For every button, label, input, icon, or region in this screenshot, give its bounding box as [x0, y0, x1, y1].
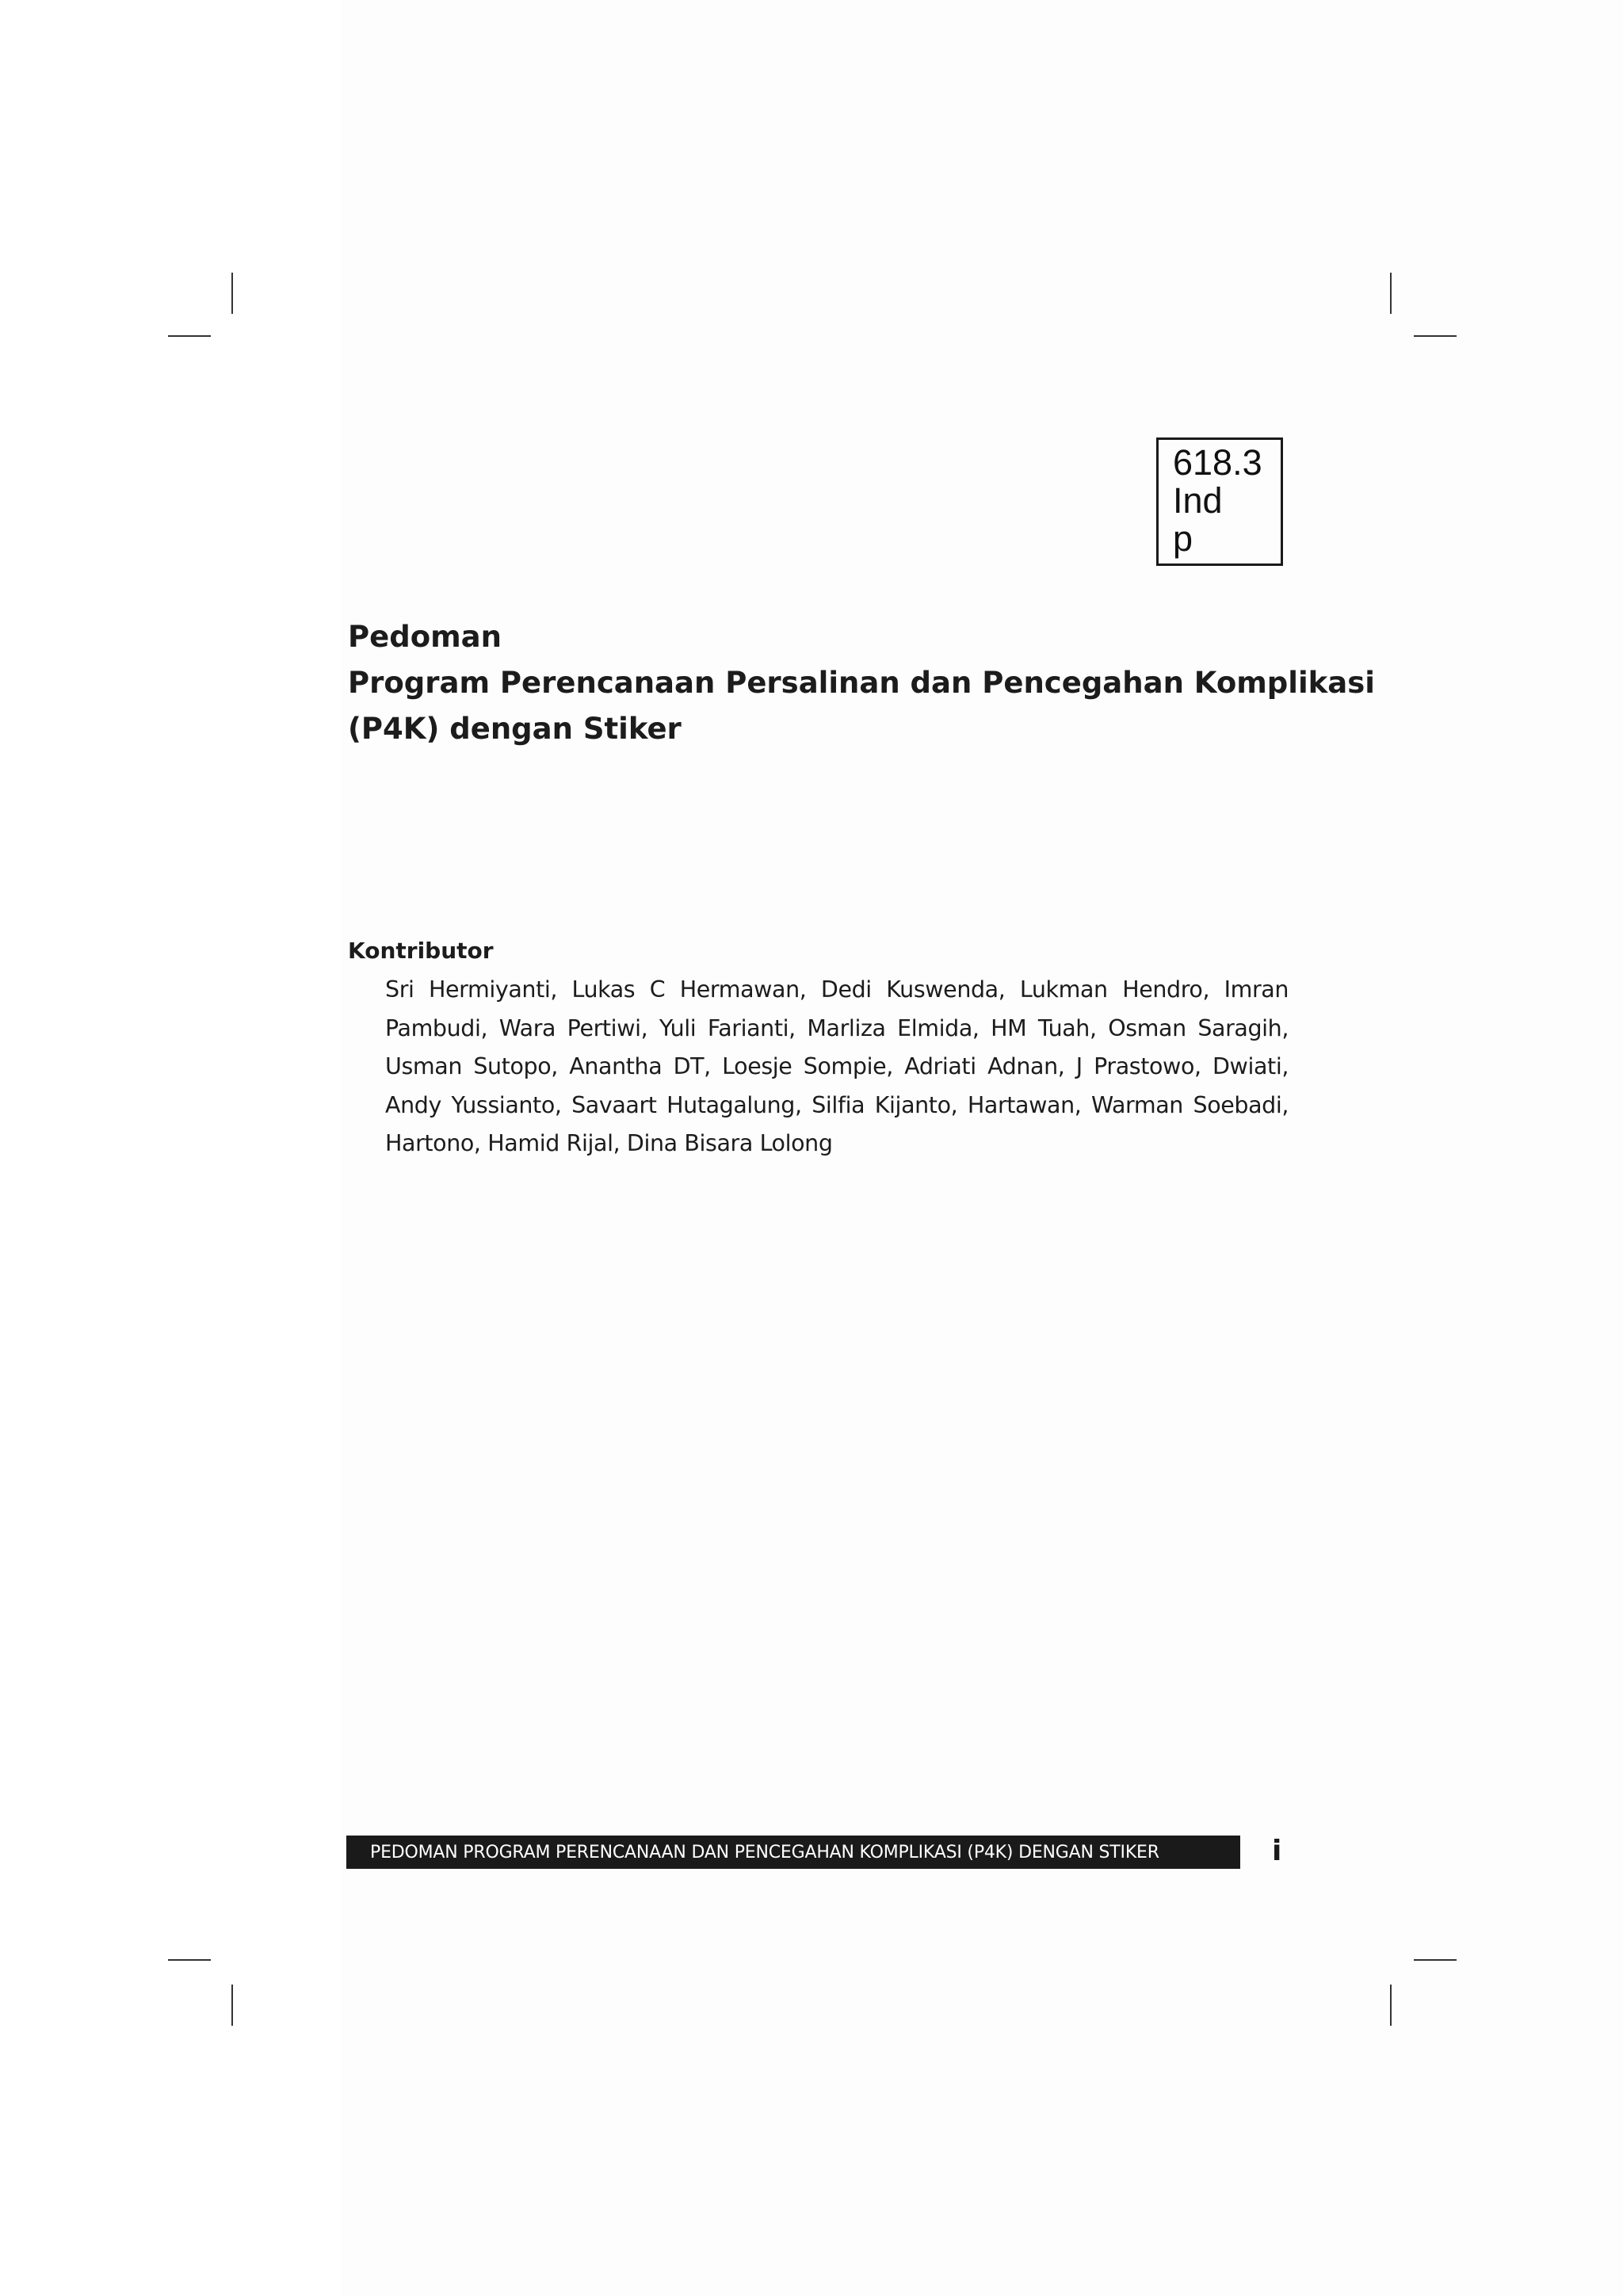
contributors-list: Sri Hermiyanti, Lukas C Hermawan, Dedi Kuswenda, Lukman Hendro, Imran Pambudi, Wara Pertiwi, Yuli Farianti, Marliza Elmida, HM Tuah, Osman Saragih, Usman Sutopo, Anantha DT, Loesje Sompie, Adriati Adnan, J Prastowo, Dwiati, Andy Yussianto, Savaart Hutagalung, Silfia Kijanto, Hartawan, Warman Soebadi, Hartono, Hamid Rijal, Dina Bisara Lolong	[385, 976, 1289, 1156]
crop-mark-bottom-right-horizontal	[1414, 1959, 1457, 1961]
call-number-box	[1156, 437, 1283, 566]
document-title	[348, 614, 1375, 752]
crop-mark-bottom-left-horizontal	[168, 1959, 211, 1961]
crop-mark-bottom-right-vertical	[1390, 1985, 1392, 2026]
crop-mark-top-left-horizontal	[168, 335, 211, 337]
call-number-line-3: p	[1173, 518, 1193, 559]
crop-mark-bottom-left-vertical	[231, 1985, 233, 2026]
crop-mark-top-right-vertical	[1390, 273, 1392, 314]
call-number-line-2: Ind	[1173, 480, 1223, 521]
running-footer-bar	[346, 1836, 1240, 1869]
title-line-2: Program Perencanaan Persalinan dan Pencegahan Komplikasi	[348, 666, 1375, 700]
crop-mark-top-left-vertical	[231, 273, 233, 314]
call-number-line-1: 618.3	[1173, 442, 1262, 483]
crop-mark-top-right-horizontal	[1414, 335, 1457, 337]
title-line-1: Pedoman	[348, 620, 502, 654]
page-number: i	[1272, 1835, 1282, 1867]
title-line-3: (P4K) dengan Stiker	[348, 712, 682, 746]
contributors-heading: Kontributor	[348, 938, 494, 964]
running-footer-title: PEDOMAN PROGRAM PERENCANAAN DAN PENCEGAHAN KOMPLIKASI (P4K) DENGAN STIKER	[370, 1842, 1159, 1862]
